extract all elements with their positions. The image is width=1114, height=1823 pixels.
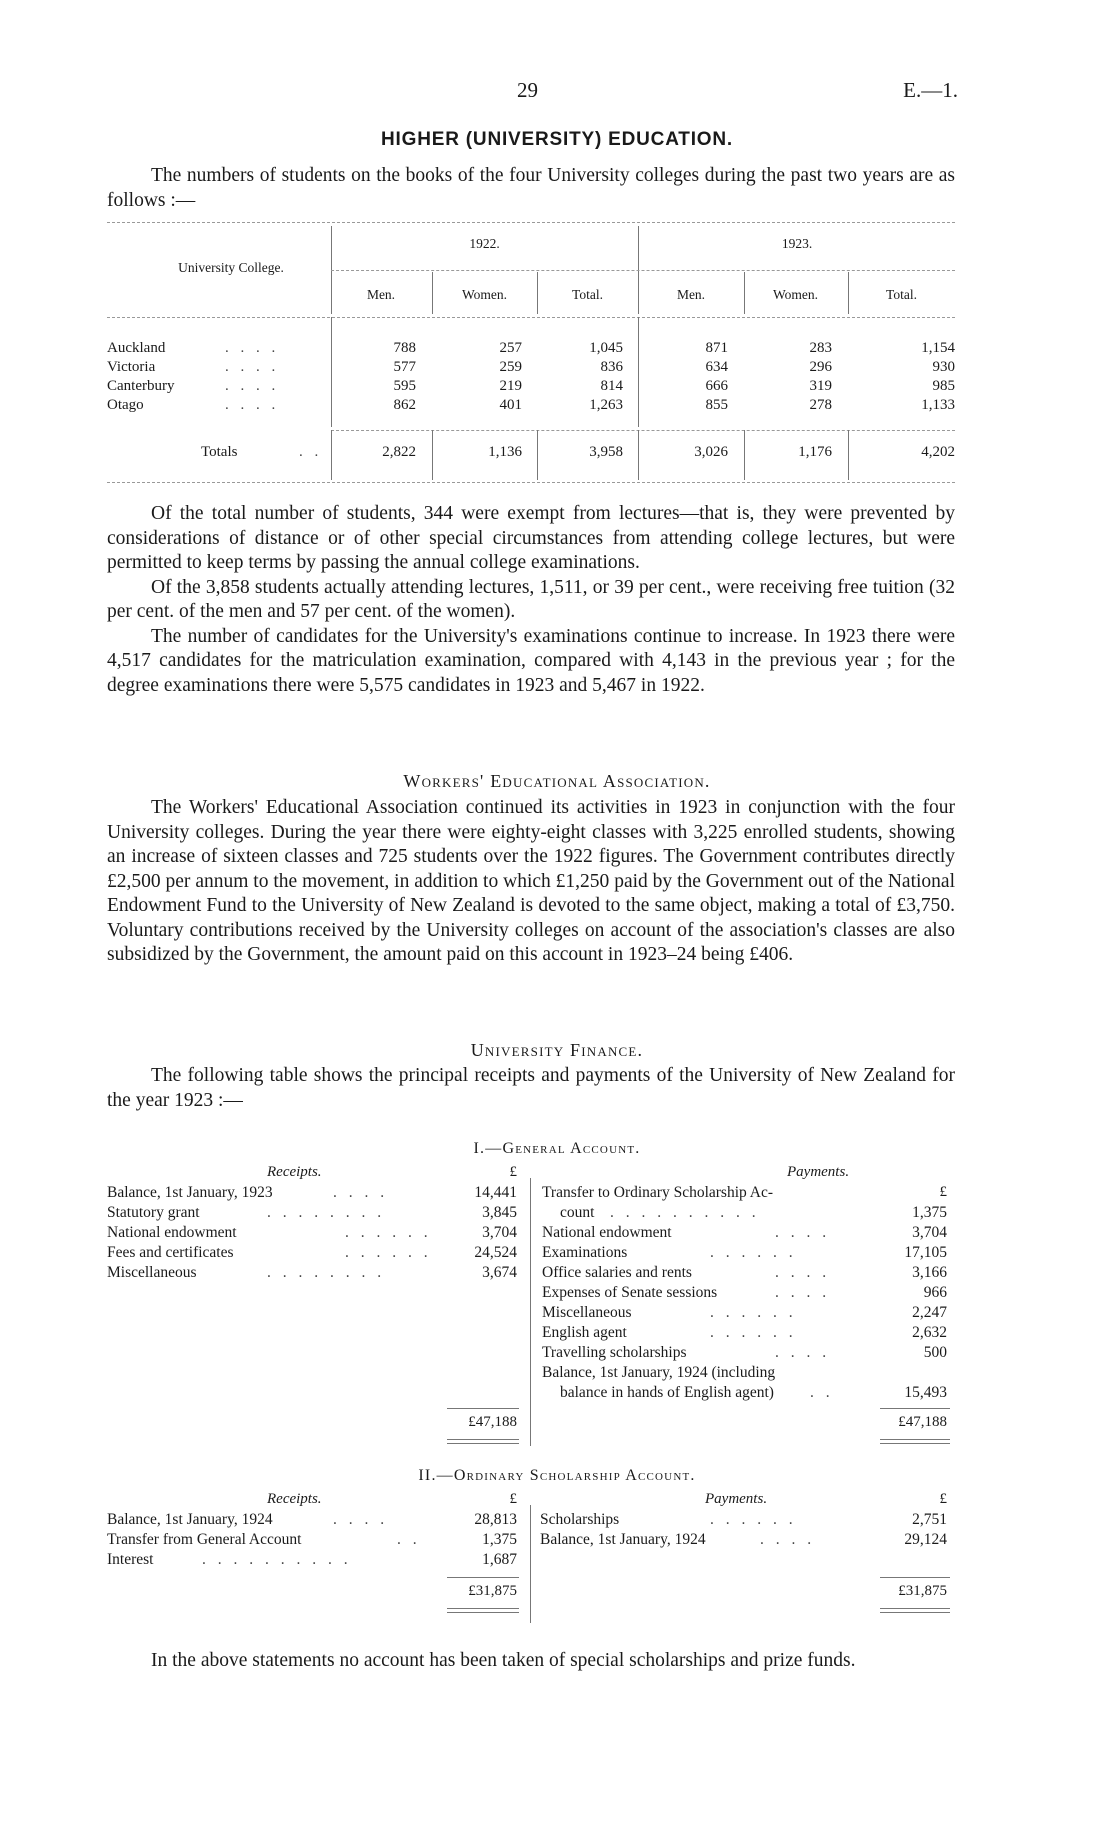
payment-label: Scholarships (540, 1511, 620, 1528)
page-title: HIGHER (UNIVERSITY) EDUCATION. (381, 129, 733, 150)
year-1923-header: 1923. (781, 236, 813, 251)
receipt-amount: 3,704 (482, 1224, 517, 1241)
payment-row (540, 1511, 947, 1529)
payment-row (542, 1184, 773, 1202)
receipt-label: Balance, 1st January, 1923 (107, 1184, 273, 1201)
payment-label: balance in hands of English agent) (560, 1384, 774, 1401)
payment-row (542, 1264, 947, 1282)
payment-row (560, 1384, 947, 1402)
leader-dots: . . . . . . (710, 1324, 797, 1341)
payment-amount: 1,375 (912, 1204, 947, 1221)
general-account-heading: I.—General Account. (473, 1140, 641, 1157)
leader-dots: . . . . . . (710, 1304, 797, 1321)
cell: 259 (499, 359, 522, 375)
scholarship-account-table (107, 1491, 955, 1631)
payments-header: Payments. (705, 1491, 768, 1507)
receipt-amount: 1,687 (482, 1551, 517, 1568)
totals-label: Totals (201, 444, 238, 460)
currency-symbol: £ (939, 1184, 947, 1200)
cell: 666 (705, 378, 728, 394)
payment-row (542, 1244, 947, 1262)
cell: 1,263 (589, 397, 623, 413)
footer-paragraph (107, 1649, 955, 1674)
leader-dots: . . . . (225, 397, 280, 413)
scholarship-account-heading: II.—Ordinary Scholarship Account. (418, 1467, 696, 1484)
receipt-row (107, 1224, 517, 1242)
leader-dots: . . . . . . . . . . (202, 1551, 352, 1568)
payments-total: £47,188 (898, 1414, 947, 1430)
cell: 788 (393, 340, 416, 356)
cell: 930 (932, 359, 955, 375)
leader-dots: . . . . (225, 359, 280, 375)
leader-dots: . . . . (333, 1184, 389, 1201)
intro-paragraph (107, 164, 955, 213)
payment-amount: 966 (923, 1284, 947, 1301)
cell: 1,154 (921, 340, 955, 356)
cell: 595 (393, 378, 416, 394)
leader-dots: . . . . (225, 340, 280, 356)
payment-label: National endowment (542, 1224, 672, 1241)
currency-symbol: £ (509, 1164, 517, 1180)
receipt-amount: 1,375 (482, 1531, 517, 1548)
totals-row (107, 444, 955, 466)
payment-amount: 500 (923, 1344, 947, 1361)
cell: 1,176 (798, 444, 832, 460)
receipt-label: Interest (107, 1551, 154, 1568)
cell: 577 (393, 359, 416, 375)
leader-dots: . . . . (333, 1511, 389, 1528)
cell: 2,822 (382, 444, 416, 460)
currency-symbol: £ (509, 1491, 517, 1507)
payment-label: Transfer to Ordinary Scholarship Ac- (542, 1184, 774, 1201)
table-row (107, 359, 955, 379)
receipt-row (107, 1244, 517, 1262)
finance-paragraph (107, 1064, 955, 1113)
cell: 1,136 (488, 444, 522, 460)
payment-row (542, 1344, 947, 1362)
leader-dots: . . (810, 1384, 834, 1401)
leader-dots: . . . . . . . . . . (610, 1204, 760, 1221)
payment-row (560, 1204, 947, 1222)
students-table (107, 222, 955, 484)
payment-row (542, 1224, 947, 1242)
college-name: Canterbury (107, 378, 175, 394)
subheader-women-1922: Women. (461, 287, 508, 302)
cell: 814 (600, 378, 623, 394)
leader-dots: . . . . . . (345, 1224, 432, 1241)
receipt-row (107, 1184, 517, 1202)
receipt-label: National endowment (107, 1224, 237, 1241)
receipt-label: Statutory grant (107, 1204, 200, 1221)
receipt-amount: 3,845 (482, 1204, 517, 1221)
cell: 985 (932, 378, 955, 394)
subheader-total-1922: Total. (572, 287, 603, 302)
cell: 1,045 (589, 340, 623, 356)
payment-amount: 29,124 (904, 1531, 947, 1548)
receipt-row (107, 1204, 517, 1222)
receipts-total: £47,188 (468, 1414, 517, 1430)
payment-row (542, 1304, 947, 1322)
payment-row (542, 1324, 947, 1342)
leader-dots: . . . . (775, 1264, 831, 1281)
wea-paragraph (107, 796, 955, 968)
payment-label: Examinations (542, 1244, 628, 1261)
college-name: Victoria (107, 359, 156, 375)
receipt-label: Miscellaneous (107, 1264, 197, 1281)
college-name: Otago (107, 397, 144, 413)
cell: 3,958 (589, 444, 623, 460)
leader-dots: . . . . . . . . (267, 1264, 386, 1281)
payment-label: Miscellaneous (542, 1304, 632, 1321)
paragraph-exempt: Of the total number of students, 344 were exempt from lectures—that is, they were prevented by considerations of distance or of other special circumstances from attending college lectures, but were permitted to keep terms by passing the annual college examinations. (107, 503, 955, 573)
payment-row (540, 1531, 947, 1549)
document-code: E.—1. (903, 78, 958, 102)
cell: 634 (705, 359, 728, 375)
table-row (107, 397, 955, 417)
payment-amount: 2,247 (912, 1304, 947, 1321)
currency-symbol: £ (939, 1491, 947, 1507)
payment-label: English agent (542, 1324, 627, 1341)
cell: 855 (705, 397, 728, 413)
receipt-amount: 3,674 (482, 1264, 517, 1281)
leader-dots: . . . . . . (710, 1511, 797, 1528)
receipt-amount: 14,441 (474, 1184, 517, 1201)
payment-amount: 15,493 (904, 1384, 947, 1401)
page-number: 29 (517, 78, 538, 102)
payment-amount: 3,166 (912, 1264, 947, 1281)
cell: 862 (393, 397, 416, 413)
general-account-table (107, 1164, 955, 1454)
receipt-amount: 28,813 (474, 1511, 517, 1528)
cell: 871 (705, 340, 728, 356)
leader-dots: . . . . . . (345, 1244, 432, 1261)
subheader-men-1923: Men. (676, 287, 706, 302)
receipts-total: £31,875 (468, 1583, 517, 1599)
leader-dots: . . . . (775, 1224, 831, 1241)
finance-heading: University Finance. (470, 1040, 644, 1060)
cell: 283 (809, 340, 832, 356)
payment-label: Office salaries and rents (542, 1264, 692, 1281)
leader-dots: . . . . (775, 1344, 831, 1361)
year-1922-header: 1922. (469, 236, 500, 251)
receipt-label: Transfer from General Account (107, 1531, 302, 1548)
leader-dots: . . . . . . (710, 1244, 797, 1261)
subheader-men-1922: Men. (366, 287, 396, 302)
cell: 257 (499, 340, 522, 356)
receipt-row (107, 1511, 517, 1529)
footer-note: In the above statements no account has been taken of special scholarships and prize funds. (151, 1650, 856, 1671)
students-paragraphs (107, 502, 955, 698)
cell: 4,202 (921, 444, 955, 460)
payment-row (542, 1364, 775, 1382)
cell: 401 (499, 397, 522, 413)
payments-header: Payments. (787, 1164, 850, 1180)
cell: 3,026 (694, 444, 728, 460)
payment-amount: 2,632 (912, 1324, 947, 1341)
wea-heading: Workers' Educational Association. (403, 771, 711, 791)
payment-label: Travelling scholarships (542, 1344, 687, 1361)
cell: 836 (600, 359, 623, 375)
payment-label: Balance, 1st January, 1924 (including (542, 1364, 776, 1381)
leader-dots: . . . . (225, 378, 280, 394)
table-row (107, 378, 955, 398)
leader-dots: . . . . (775, 1284, 831, 1301)
college-name: Auckland (107, 340, 166, 356)
receipt-amount: 24,524 (474, 1244, 517, 1261)
subheader-total-1923: Total. (886, 287, 917, 302)
receipt-label: Balance, 1st January, 1924 (107, 1511, 273, 1528)
leader-dots: . . (299, 444, 323, 460)
paragraph-free-tuition: Of the 3,858 students actually attending lectures, 1,511, or 39 per cent., were receiving free tuition (32 per cent. of the men and 57 per cent. of the women). (107, 576, 955, 622)
payment-label: Expenses of Senate sessions (542, 1284, 718, 1301)
payments-total: £31,875 (898, 1583, 947, 1599)
receipt-row (107, 1531, 517, 1549)
cell: 1,133 (921, 397, 955, 413)
receipt-row (107, 1264, 517, 1282)
leader-dots: . . . . . . . . (267, 1204, 386, 1221)
cell: 278 (809, 397, 832, 413)
cell: 296 (809, 359, 832, 375)
receipts-header: Receipts. (267, 1164, 322, 1180)
paragraph-candidates: The number of candidates for the University's examinations continue to increase. In 1923 there were 4,517 candidates for the matriculation examination, compared with 4,143 in the previous year ; for the degree examinations there were 5,575 candidates in 1923 and 5,467 in 1922. (107, 625, 955, 696)
leader-dots: . . . . (760, 1531, 816, 1548)
cell: 319 (809, 378, 832, 394)
subheader-women-1923: Women. (772, 287, 819, 302)
payment-amount: 3,704 (912, 1224, 947, 1241)
intro-text: The numbers of students on the books of the four University colleges during the past two years are as follows :— (107, 165, 955, 211)
payment-amount: 17,105 (904, 1244, 947, 1261)
receipt-label: Fees and certificates (107, 1244, 234, 1261)
receipt-row (107, 1551, 517, 1569)
leader-dots: . . (397, 1531, 421, 1548)
payment-label: Balance, 1st January, 1924 (540, 1531, 706, 1548)
cell: 219 (499, 378, 522, 394)
wea-text: The Workers' Educational Association continued its activities in 1923 in conjunction with the four University colleges. During the year there were eighty-eight classes with 3,225 enrolled students, showing an increase of sixteen classes and 725 students over the 1922 figures. The Government contributes directly £2,500 per annum to the movement, in addition to which £1,250 paid by the Government out of the National Endowment Fund to the University of New Zealand is devoted to the same object, making a total of £3,750. Voluntary contributions received by the University colleges on account of the association's classes are also subsidized by the Government, the amount paid on this account in 1923–24 being £406. (107, 797, 955, 965)
table-row (107, 340, 955, 360)
payment-row (542, 1284, 947, 1302)
payment-amount: 2,751 (912, 1511, 947, 1528)
receipts-header: Receipts. (267, 1491, 322, 1507)
finance-text: The following table shows the principal receipts and payments of the University of New Zealand for the year 1923 :— (107, 1065, 955, 1111)
payment-label: count (560, 1204, 595, 1221)
stub-header: University College. (178, 260, 284, 275)
